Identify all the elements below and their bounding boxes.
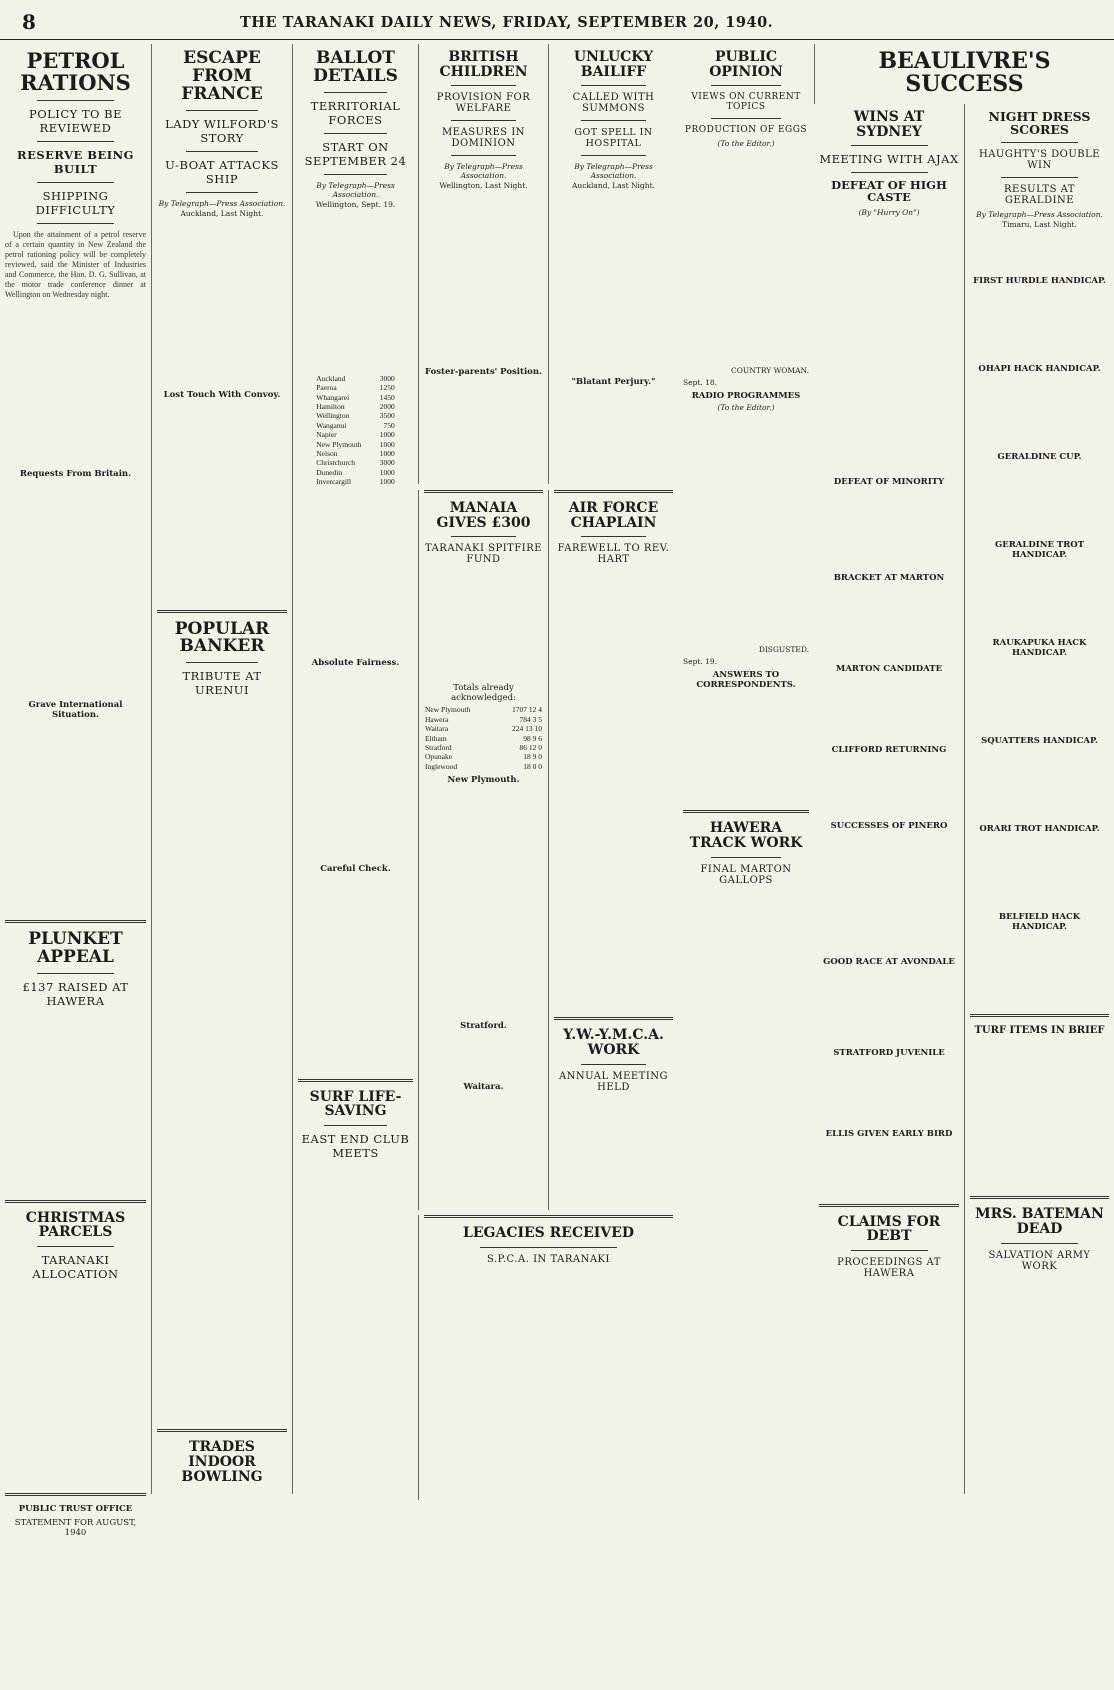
deck: STATEMENT FOR AUGUST, 1940 <box>14 1518 137 1539</box>
article-body <box>298 670 413 860</box>
article-body <box>554 193 673 373</box>
subheading: Absolute Fairness. <box>311 657 400 668</box>
headline: TRADES INDOOR BOWLING <box>181 1439 263 1485</box>
article-body <box>819 1060 959 1125</box>
district-quota: 1000 <box>379 448 395 458</box>
article-hawera <box>683 821 809 1244</box>
dateline: Auckland, Last Night. <box>572 181 655 191</box>
subheading: Careful Check. <box>320 863 391 874</box>
fund-row <box>424 705 543 714</box>
race-heading: FIRST HURDLE HANDICAP. <box>973 276 1106 287</box>
subheading: Requests From Britain. <box>19 469 132 480</box>
column-3 <box>292 44 418 1494</box>
headline: NIGHT DRESS SCORES <box>988 109 1091 138</box>
article-body <box>157 402 287 602</box>
subheading: Lost Touch With Convoy. <box>163 389 281 400</box>
article-body <box>683 890 809 1245</box>
article-opinion <box>683 50 809 802</box>
deck: TERRITORIAL FORCES <box>310 98 401 127</box>
district-quota: 1000 <box>379 467 395 477</box>
byline: (By "Hurry On") <box>858 207 920 217</box>
article-body <box>298 1164 413 1484</box>
amount: 18 0 0 <box>523 761 542 771</box>
race-heading: RAUKAPUKA HACK HANDICAP. <box>992 638 1087 659</box>
column-8 <box>964 104 1114 1494</box>
subheading: MARTON CANDIDATE <box>835 663 943 674</box>
letter-date: Sept. 19. <box>683 657 718 667</box>
article-beaulivre <box>819 110 959 1196</box>
to-the-editor: (To the Editor.) <box>717 139 775 149</box>
subheading: CLIFFORD RETURNING <box>831 744 947 755</box>
article-body <box>819 969 959 1044</box>
deck: PROCEEDINGS AT HAWERA <box>837 1256 941 1279</box>
article-body <box>5 481 146 696</box>
subheading: SUCCESSES OF PINERO <box>830 820 948 831</box>
race-result <box>970 464 1109 536</box>
district-name: Christchurch <box>316 458 355 468</box>
deck: RESULTS AT GERALDINE <box>1004 184 1075 207</box>
amount: 224 13 10 <box>512 724 542 734</box>
ballot-table <box>315 374 396 487</box>
ballot-row <box>315 440 396 449</box>
article-body <box>157 221 287 386</box>
fund-row <box>424 724 543 733</box>
article-claims <box>819 1215 959 1483</box>
amount: 98 9 6 <box>523 733 542 743</box>
place-name: Hawera <box>425 714 449 724</box>
subheading: Waitara. <box>463 1082 504 1093</box>
headline: PUBLIC OPINION <box>709 49 783 80</box>
race-heading: ORARI TROT HANDICAP. <box>979 824 1100 835</box>
article-body <box>5 1285 146 1485</box>
district-quota: 3000 <box>379 458 395 468</box>
deck: FAREWELL TO REV. HART <box>557 543 670 566</box>
amount: 1707 12 4 <box>512 705 542 715</box>
race-result <box>970 748 1109 820</box>
district-quota: 2000 <box>379 401 395 411</box>
newspaper-title: THE TARANAKI DAILY NEWS, FRIDAY, SEPTEMBER 20, 1940. <box>240 14 774 31</box>
article-plunket <box>5 931 146 1192</box>
article-body <box>298 489 413 654</box>
deck: POLICY TO BE REVIEWED <box>29 107 122 136</box>
ballot-row <box>315 411 396 420</box>
district-name: Dunedin <box>316 467 343 477</box>
ballot-row <box>315 468 396 477</box>
article-petrol <box>5 50 146 912</box>
headline: CHRISTMAS PARCELS <box>25 1209 126 1241</box>
article-legacies <box>418 1215 678 1500</box>
headline: PUBLIC TRUST OFFICE <box>18 1504 133 1515</box>
article-manaia <box>418 490 548 1210</box>
deck: FINAL MARTON GALLOPS <box>700 863 792 886</box>
article-body <box>5 1012 146 1192</box>
headline: AIR FORCE CHAPLAIN <box>568 500 659 531</box>
amount: 18 9 0 <box>523 752 542 762</box>
deck: RESERVE BEING BUILT <box>17 148 134 177</box>
district-name: New Plymouth <box>316 439 362 449</box>
byline: By Telegraph—Press Association. <box>976 210 1103 220</box>
beaulivre-banner <box>814 44 1114 104</box>
headline: BRITISH CHILDREN <box>439 49 528 80</box>
headline: BEAULIVRE'S SUCCESS <box>878 48 1051 98</box>
race-heading: BELFIELD HACK HANDICAP. <box>998 912 1081 933</box>
deck: TARANAKI ALLOCATION <box>32 1253 119 1282</box>
deck: DEFEAT OF HIGH CASTE <box>831 178 947 205</box>
district-quota: 3500 <box>379 411 395 421</box>
letter-date: Sept. 18. <box>683 378 718 388</box>
fund-row <box>424 752 543 761</box>
article-bowling <box>157 1440 287 1638</box>
headline: MRS. BATEMAN DEAD <box>975 1206 1104 1237</box>
article-dress <box>970 110 1109 1188</box>
headline: PLUNKET APPEAL <box>28 929 123 967</box>
headline: PETROL RATIONS <box>20 48 131 96</box>
race-heading: SQUATTERS HANDICAP. <box>981 736 1098 747</box>
article-ywca <box>554 1028 673 1246</box>
article-children <box>424 50 543 469</box>
letter-signature: DISGUSTED. <box>758 645 809 655</box>
article-body <box>157 1488 287 1638</box>
deck: LADY WILFORD'S STORY <box>165 116 279 145</box>
article-ballot <box>298 50 413 1071</box>
fund-totals-table <box>424 705 543 771</box>
deck: HAUGHTY'S DOUBLE WIN <box>978 149 1101 172</box>
district-name: Wanganui <box>316 420 347 430</box>
district-quota: 1450 <box>379 392 395 402</box>
subheading: Foster-parents' Position. <box>425 367 542 378</box>
to-the-editor: (To the Editor.) <box>717 403 775 413</box>
race-result <box>970 288 1109 360</box>
race-result <box>970 934 1109 1006</box>
column-4-top <box>418 44 548 484</box>
district-quota: 1000 <box>379 477 395 487</box>
fund-row <box>424 734 543 743</box>
race-heading: OHAPI HACK HANDICAP. <box>978 364 1101 375</box>
place-name: Stratford <box>425 743 452 752</box>
race-result <box>970 562 1109 634</box>
deck: S.P.C.A. IN TARANAKI <box>487 1253 610 1265</box>
letter-signature: COUNTRY WOMAN. <box>731 366 809 376</box>
district-quota: 1000 <box>379 430 395 440</box>
district-name: Napier <box>316 430 337 440</box>
article-body <box>970 1038 1109 1188</box>
headline: HAWERA TRACK WORK <box>689 820 803 852</box>
article-body <box>970 1276 1109 1526</box>
deck: CALLED WITH SUMMONS <box>572 92 655 115</box>
article-christmas <box>5 1211 146 1485</box>
ballot-row <box>315 430 396 439</box>
headline: BALLOT DETAILS <box>313 48 398 86</box>
place-name: New Plymouth <box>425 705 471 715</box>
subheading: ANSWERS TO CORRESPONDENTS. <box>696 670 796 691</box>
dateline: Wellington, Sept. 19. <box>315 199 396 209</box>
district-quota: 750 <box>383 420 395 430</box>
article-bateman <box>970 1207 1109 1525</box>
article-body <box>819 218 959 473</box>
district-name: Paeroa <box>316 383 337 393</box>
ballot-row <box>315 458 396 467</box>
article-body <box>970 232 1109 272</box>
article-body <box>819 585 959 660</box>
race-results <box>970 276 1109 1006</box>
page-number: 8 <box>22 10 36 34</box>
article-body <box>5 300 146 465</box>
ballot-row <box>315 383 396 392</box>
article-surf <box>298 1090 413 1484</box>
headline: ESCAPE FROM FRANCE <box>181 48 263 104</box>
article-body <box>424 569 543 679</box>
district-name: Invercargill <box>316 477 352 487</box>
deck: SALVATION ARMY WORK <box>988 1249 1091 1272</box>
letter-body <box>683 415 809 645</box>
dateline: Timaru, Last Night. <box>1002 220 1077 230</box>
race-result <box>970 660 1109 732</box>
article-body <box>424 379 543 469</box>
masthead <box>0 0 1114 40</box>
article-trust <box>5 1504 146 1690</box>
subheading: STRATFORD JUVENILE <box>833 1047 945 1058</box>
subscription-list <box>424 787 543 1017</box>
article-body <box>298 876 413 1071</box>
district-quota: 1250 <box>379 383 395 393</box>
ballot-row <box>315 449 396 458</box>
deck: ANNUAL MEETING HELD <box>558 1070 669 1093</box>
fund-row <box>424 715 543 724</box>
district-quota: 3000 <box>379 373 395 383</box>
column-2 <box>151 44 292 1494</box>
deck: PROVISION FOR WELFARE <box>436 92 531 115</box>
deck: SHIPPING DIFFICULTY <box>35 189 116 218</box>
place-name: Opunake <box>425 752 453 762</box>
amount: 784 3 5 <box>519 714 542 724</box>
ballot-row <box>315 477 396 486</box>
ballot-row <box>315 421 396 430</box>
subscription-list <box>424 1033 543 1078</box>
subheading: DEFEAT OF MINORITY <box>833 476 945 487</box>
deck: U-BOAT ATTACKS SHIP <box>165 157 279 186</box>
subheading: RADIO PROGRAMMES <box>691 391 801 402</box>
dateline: Wellington, Last Night. <box>439 181 528 191</box>
article-body <box>424 1269 673 1484</box>
article-body <box>554 569 673 1009</box>
article-body <box>424 193 543 363</box>
deck: EAST END CLUB MEETS <box>301 1131 410 1160</box>
article-body <box>819 757 959 817</box>
district-name: Auckland <box>316 373 346 383</box>
headline: MANAIA GIVES £300 <box>436 500 531 531</box>
ballot-row <box>315 393 396 402</box>
byline: By Telegraph—Press Association. <box>158 198 286 208</box>
district-name: Wellington <box>316 411 350 421</box>
headline: LEGACIES RECEIVED <box>462 1225 635 1241</box>
subheading: New Plymouth. <box>447 775 520 786</box>
article-body <box>819 1283 959 1483</box>
headline: SURF LIFE-SAVING <box>309 1088 402 1120</box>
district-name: Hamilton <box>316 401 345 411</box>
column-5-top <box>548 44 678 484</box>
article-banker <box>157 618 287 1422</box>
byline: By Telegraph—Press Association. <box>316 180 395 199</box>
place-name: Waitara <box>425 724 449 734</box>
subheading: TURF ITEMS IN BRIEF <box>974 1025 1105 1037</box>
article-chaplain <box>548 490 678 1210</box>
race-result <box>970 836 1109 908</box>
article-france <box>157 50 287 602</box>
subscription-list <box>424 1094 543 1234</box>
amount: 86 12 0 <box>519 743 542 752</box>
subheading: ELLIS GIVEN EARLY BIRD <box>825 1128 953 1139</box>
headline: POPULAR BANKER <box>174 618 270 657</box>
headline: Y.W.-Y.M.C.A. WORK <box>563 1027 664 1059</box>
article-body <box>5 1540 146 1690</box>
subheading: Stratford. <box>460 1021 507 1032</box>
deck: START ON SEPTEMBER 24 <box>304 139 407 168</box>
ballot-row <box>315 402 396 411</box>
district-name: Whangarei <box>316 392 350 402</box>
district-name: Nelson <box>316 448 338 458</box>
ballot-row <box>315 374 396 383</box>
article-body <box>683 692 809 802</box>
dateline: Auckland, Last Night. <box>180 208 264 218</box>
article-body <box>819 676 959 741</box>
byline: By Telegraph—Press Association. <box>574 162 653 181</box>
column-7 <box>814 104 964 1494</box>
letter-body <box>683 151 809 366</box>
deck: MEETING WITH AJAX <box>819 152 959 167</box>
deck: PRODUCTION OF EGGS <box>684 125 808 136</box>
place-name: Eltham <box>425 733 447 743</box>
byline: By Telegraph—Press Association. <box>444 162 523 181</box>
column-6 <box>678 44 814 1494</box>
article-body <box>819 489 959 569</box>
subheading: BRACKET AT MARTON <box>833 572 945 583</box>
deck: WINS AT SYDNEY <box>853 109 925 140</box>
race-heading: GERALDINE TROT HANDICAP. <box>994 540 1085 561</box>
district-quota: 1000 <box>379 439 395 449</box>
article-bailiff <box>554 50 673 469</box>
fund-row <box>424 743 543 752</box>
deck: TARANAKI SPITFIRE FUND <box>424 543 543 566</box>
table-title: Totals already acknowledged: <box>451 683 516 704</box>
subheading: GOOD RACE AT AVONDALE <box>823 956 955 967</box>
deck: VIEWS ON CURRENT TOPICS <box>691 92 801 113</box>
article-body <box>5 722 146 912</box>
article-body <box>819 833 959 953</box>
deck: TRIBUTE AT URENUI <box>182 669 262 698</box>
subheading: Grave International Situation. <box>28 700 123 721</box>
deck: £137 RAISED AT HAWERA <box>22 979 129 1008</box>
deck: GOT SPELL IN HOSPITAL <box>574 127 653 150</box>
headline: UNLUCKY BAILIFF <box>573 49 654 80</box>
column-1 <box>0 44 151 1539</box>
subheading: "Blatant Perjury." <box>571 377 656 388</box>
deck: MEASURES IN DOMINION <box>441 127 526 150</box>
article-body <box>157 701 287 1421</box>
article-body <box>298 212 413 372</box>
headline: CLAIMS FOR DEBT <box>837 1213 941 1245</box>
race-heading: GERALDINE CUP. <box>997 452 1082 463</box>
fund-row <box>424 762 543 771</box>
article-body <box>819 1141 959 1196</box>
race-result <box>970 376 1109 448</box>
lead-paragraph: Upon the attainment of a petrol reserve of a certain quantity in New Zealand the petrol rationing policy will be completely reviewed, said the Minister of Industries and Commerce, the Hon. D. G. Sullivan, at the motor trade conference dinner at Wellington on Wednesday night. <box>5 230 146 300</box>
place-name: Inglewood <box>425 761 458 771</box>
article-body <box>554 389 673 469</box>
